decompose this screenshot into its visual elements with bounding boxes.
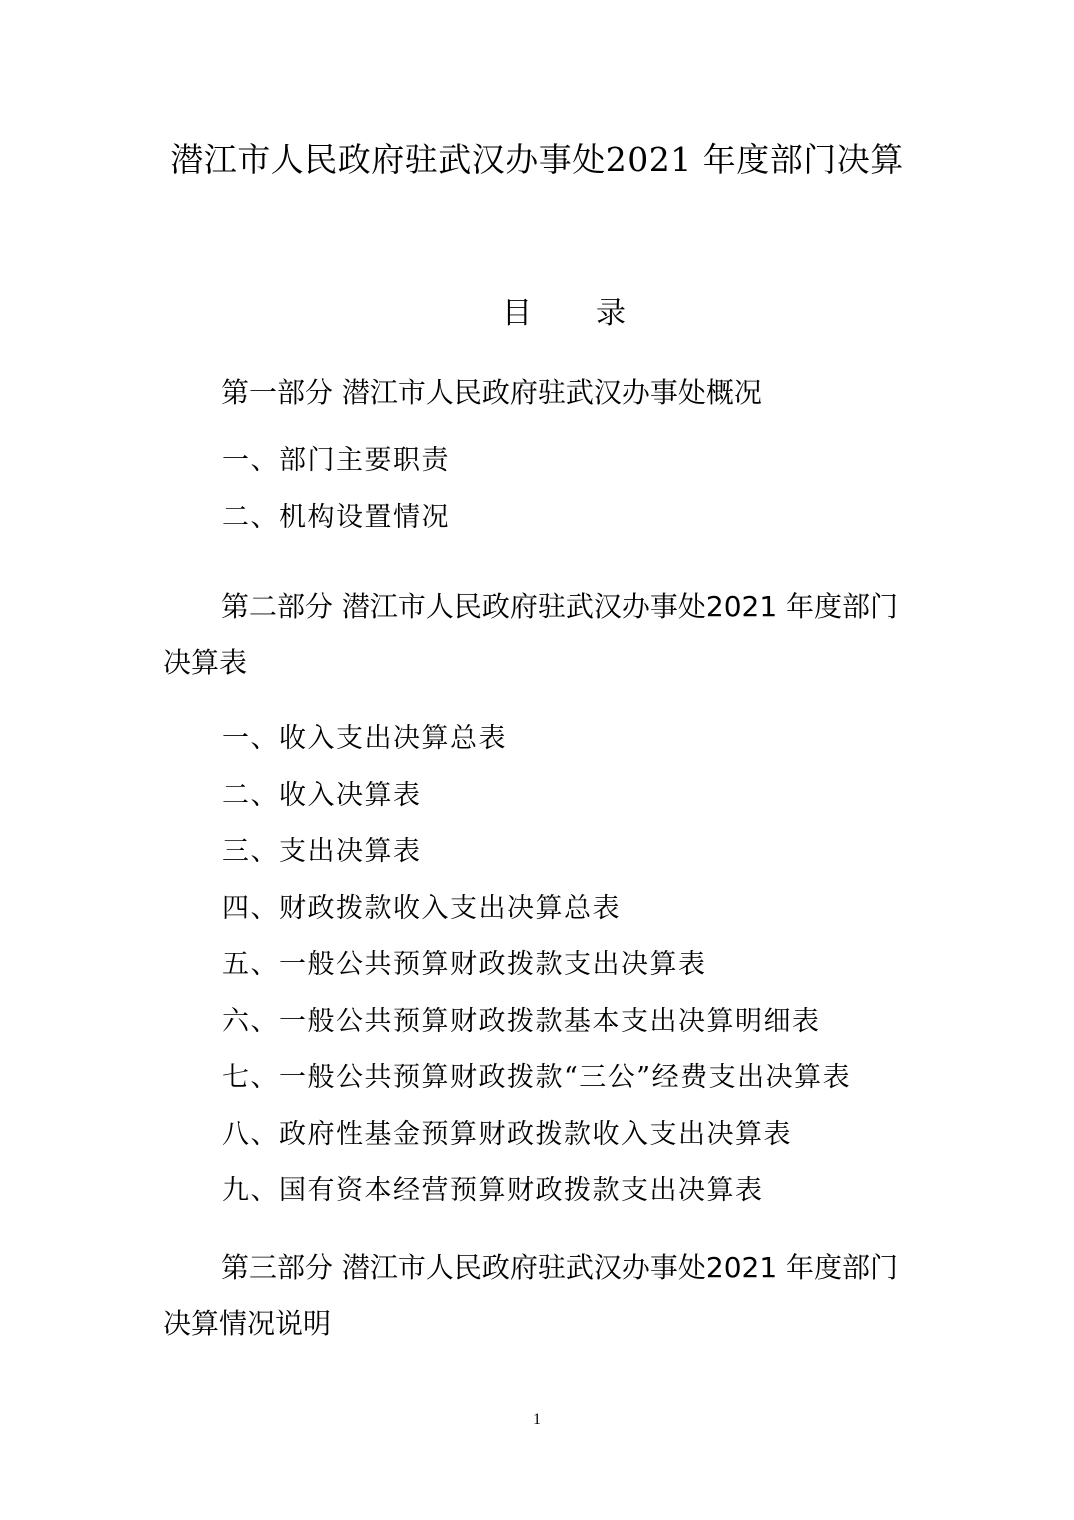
document-title: 潜江市人民政府驻武汉办事处2021 年度部门决算 (170, 140, 904, 179)
toc-item: 一、收入支出决算总表 (222, 723, 507, 754)
toc-item: 二、收入决算表 (222, 779, 422, 811)
toc-item: 七、一般公共预算财政拨款“三公”经费支出决算表 (222, 1062, 852, 1093)
toc-item: 二、机构设置情况 (222, 501, 450, 533)
toc-item: 三、支出决算表 (222, 836, 422, 867)
page-number: 1 (533, 1411, 541, 1428)
toc-item: 五、一般公共预算财政拨款支出决算表 (222, 949, 707, 980)
toc-item: 一、部门主要职责 (222, 445, 450, 476)
toc-item: 九、国有资本经营预算财政拨款支出决算表 (222, 1175, 764, 1206)
part-1-heading: 第一部分 潜江市人民政府驻武汉办事处概况 (221, 376, 762, 409)
toc-heading: 目录 (502, 296, 690, 331)
part-3-heading: 第三部分 潜江市人民政府驻武汉办事处2021 年度部门决算情况说明 (163, 1251, 899, 1340)
toc-item: 六、一般公共预算财政拨款基本支出决算明细表 (222, 1005, 821, 1037)
part-1-item-list (222, 433, 450, 546)
part-2-item-list (222, 711, 851, 1220)
toc-item: 四、财政拨款收入支出决算总表 (222, 892, 621, 924)
toc-item: 八、政府性基金预算财政拨款收入支出决算表 (222, 1118, 792, 1150)
part-2-heading: 第二部分 潜江市人民政府驻武汉办事处2021 年度部门决算表 (163, 590, 899, 679)
